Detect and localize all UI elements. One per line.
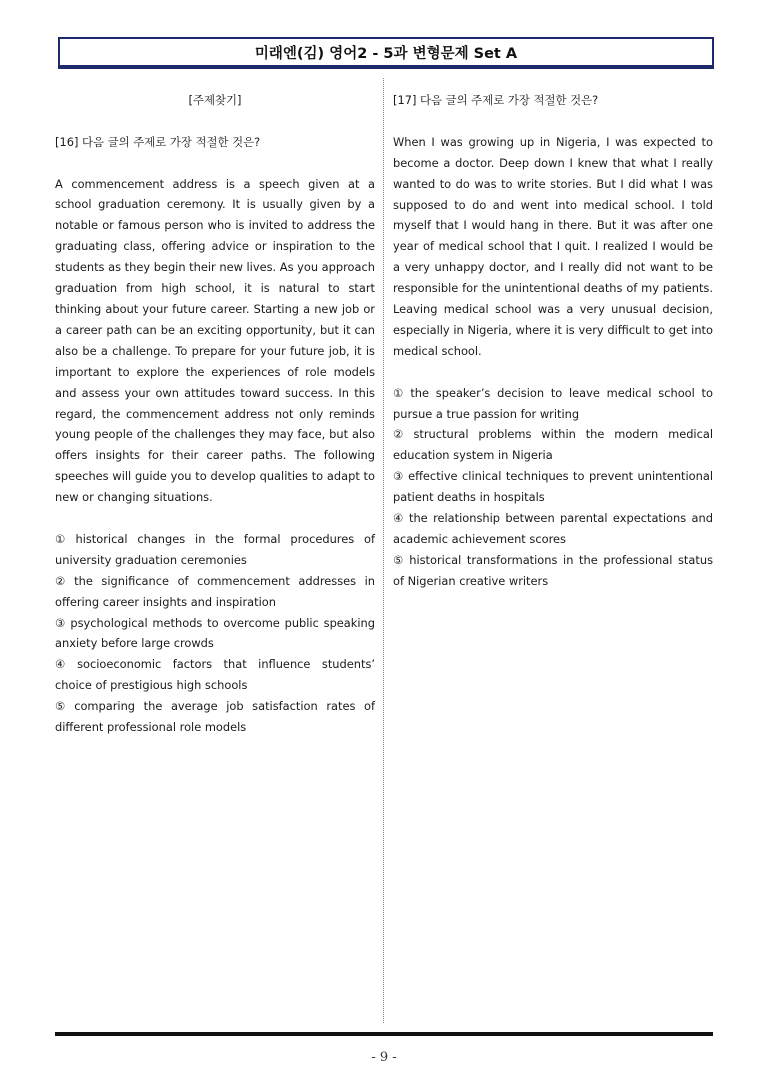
question-17-passage: When I was growing up in Nigeria, I was expected to become a doctor. Deep down I knew that what I really wanted to do was to write stories. But I did what I was supposed to do and went into medical school. I told myself that I would hang in there. But it was after one year of medical school that I quit. I realized I would be a very unhappy doctor, and I really did not want to be responsible for the unintentional deaths of my patients. Leaving medical school was a very unusual decision, especially in Nigeria, where it is very difficult to get into medical school. <box>393 134 713 358</box>
option-number: ③ <box>55 615 67 630</box>
option-5 <box>393 550 713 592</box>
page-title-text: 미래엔(김) 영어2 - 5과 변형문제 Set A <box>254 45 518 62</box>
option-4 <box>393 508 713 550</box>
column-divider <box>383 78 384 1023</box>
option-3 <box>393 466 713 508</box>
page-title <box>58 37 714 69</box>
footer-rule <box>55 1032 713 1036</box>
page-number: - 9 - <box>371 1050 397 1065</box>
option-text: psychological methods to overcome public speaking anxiety before large crowds <box>55 615 375 651</box>
option-text: historical changes in the formal procedures of university graduation ceremonies <box>55 531 376 567</box>
option-text: the speaker’s decision to leave medical school to pursue a true passion for writing <box>393 385 713 421</box>
option-number: ⑤ <box>55 699 71 714</box>
right-column <box>393 90 713 592</box>
option-number: ① <box>393 385 407 400</box>
question-17-prompt: [17] 다음 글의 주제로 가장 적절한 것은? <box>393 93 599 107</box>
option-number: ④ <box>393 511 405 526</box>
left-column <box>55 90 375 738</box>
option-3 <box>55 613 375 655</box>
section-label: [주제찾기] <box>188 93 242 107</box>
option-number: ② <box>393 427 410 442</box>
option-text: socioeconomic factors that influence students’ choice of prestigious high schools <box>55 657 375 693</box>
option-text: the relationship between parental expectations and academic achievement scores <box>393 511 713 546</box>
question-16-passage: A commencement address is a speech given at a school graduation ceremony. It is usually given by a notable or famous person who is invited to address the graduating class, offering advice or inspiration to the students as they begin their new lives. As you approach graduation from high school, it is natural to start thinking about your future career. Starting a new job or a career path can be an exciting opportunity, but it can also be a challenge. To prepare for your future job, it is important to explore the experiences of role models and assess your own attitudes toward success. In this regard, the commencement address not only reminds young people of the challenges they may face, but also offers insights for their career paths. The following speeches will guide you to develop qualities to adapt to new or changing situations. <box>55 176 375 505</box>
option-number: ① <box>55 531 72 546</box>
option-2 <box>55 571 375 613</box>
option-number: ② <box>55 573 71 588</box>
question-17-options <box>393 383 713 592</box>
option-text: structural problems within the modern medical education system in Nigeria <box>393 427 714 463</box>
option-text: historical transformations in the professional status of Nigerian creative writers <box>393 552 713 588</box>
option-number: ⑤ <box>393 552 406 567</box>
option-1 <box>393 383 713 425</box>
option-number: ③ <box>393 469 405 484</box>
option-2 <box>393 424 713 466</box>
option-text: comparing the average job satisfaction rates of different professional role models <box>55 699 375 735</box>
option-5 <box>55 696 375 738</box>
option-number: ④ <box>55 657 74 672</box>
option-text: effective clinical techniques to prevent unintentional patient deaths in hospitals <box>393 469 713 505</box>
option-1 <box>55 529 375 571</box>
option-text: the significance of commencement addresses in offering career insights and inspiration <box>55 573 376 609</box>
question-16-prompt: [16] 다음 글의 주제로 가장 적절한 것은? <box>55 134 261 149</box>
question-16-options <box>55 529 375 738</box>
option-4 <box>55 654 375 696</box>
